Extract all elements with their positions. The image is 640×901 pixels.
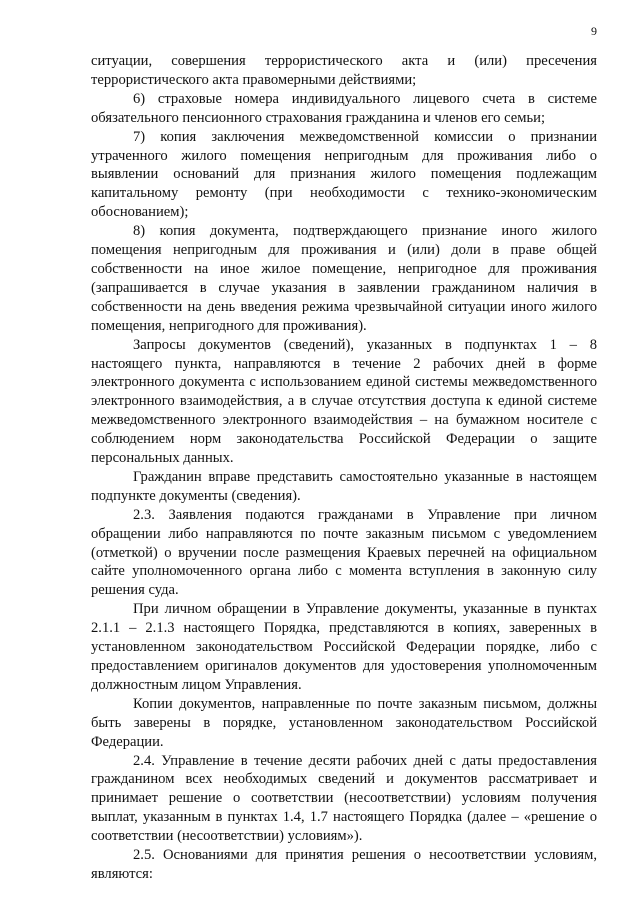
paragraph: 2.4. Управление в течение десяти рабочих дней с даты предоставления гражданином всех необходимых сведений и документов рассматривает и принимает решение о соответствии (несоответствии) условиям получения выплат, указанным в пунктах 1.4, 1.7 настоящего Порядка (далее – «решение о соответствии (несоответствии) условиям»). — [91, 752, 597, 845]
paragraph: 2.5. Основаниями для принятия решения о несоответствии условиям, являются: — [91, 847, 597, 882]
paragraph: Копии документов, направленные по почте заказным письмом, должны быть заверены в порядке, установленном законодательством Российской Федерации. — [91, 695, 597, 750]
paragraph: 6) страховые номера индивидуального лицевого счета в системе обязательного пенсионного страхования гражданина и членов его семьи; — [91, 90, 597, 126]
paragraph: 7) копия заключения межведомственной комиссии о признании утраченного жилого помещения непригодным для проживания либо о выявлении оснований для признания жилого помещения подлежащим капитальному ремонту (при необходимости с технико-экономическим обоснованием); — [91, 128, 597, 221]
paragraph: При личном обращении в Управление документы, указанные в пунктах 2.1.1 – 2.1.3 настоящего Порядка, представляются в копиях, заверенных в установленном законодательством Российской Федерации порядке, либо с предоставлением оригиналов документов для удостоверения уполномоченным должностным лицом Управления. — [91, 601, 597, 693]
document-body — [91, 52, 597, 884]
paragraph: Запросы документов (сведений), указанных в подпунктах 1 – 8 настоящего пункта, направляются в течение 2 рабочих дней в форме электронного документа с использованием единой системы межведомственного электронного взаимодействия, а в случае отсутствия доступа к единой системе межведомственного электронного взаимодействия – на бумажном носителе с соблюдением норм законодательства Российской Федерации о защите персональных данных. — [91, 336, 597, 467]
paragraph: ситуации, совершения террористического акта и (или) пресечения террористического акта правомерными действиями; — [91, 53, 597, 88]
paragraph: 2.3. Заявления подаются гражданами в Управление при личном обращении либо направляются по почте заказным письмом с уведомлением (отметкой) о вручении после размещения Краевых перечней на официальном сайте уполномоченного органа либо с момента вступления в законную силу решения суда. — [91, 506, 597, 599]
page-number: 9 — [591, 24, 597, 38]
paragraph: Гражданин вправе представить самостоятельно указанные в настоящем подпункте документы (сведения). — [91, 468, 597, 504]
paragraph: 8) копия документа, подтверждающего признание иного жилого помещения непригодным для проживания и (или) доли в праве общей собственности на иное жилое помещение, непригодное для проживания (запрашивается в случае указания в заявлении гражданином наличия в собственности на день введения режима чрезвычайной ситуации иного жилого помещения, непригодного для проживания). — [91, 223, 597, 334]
